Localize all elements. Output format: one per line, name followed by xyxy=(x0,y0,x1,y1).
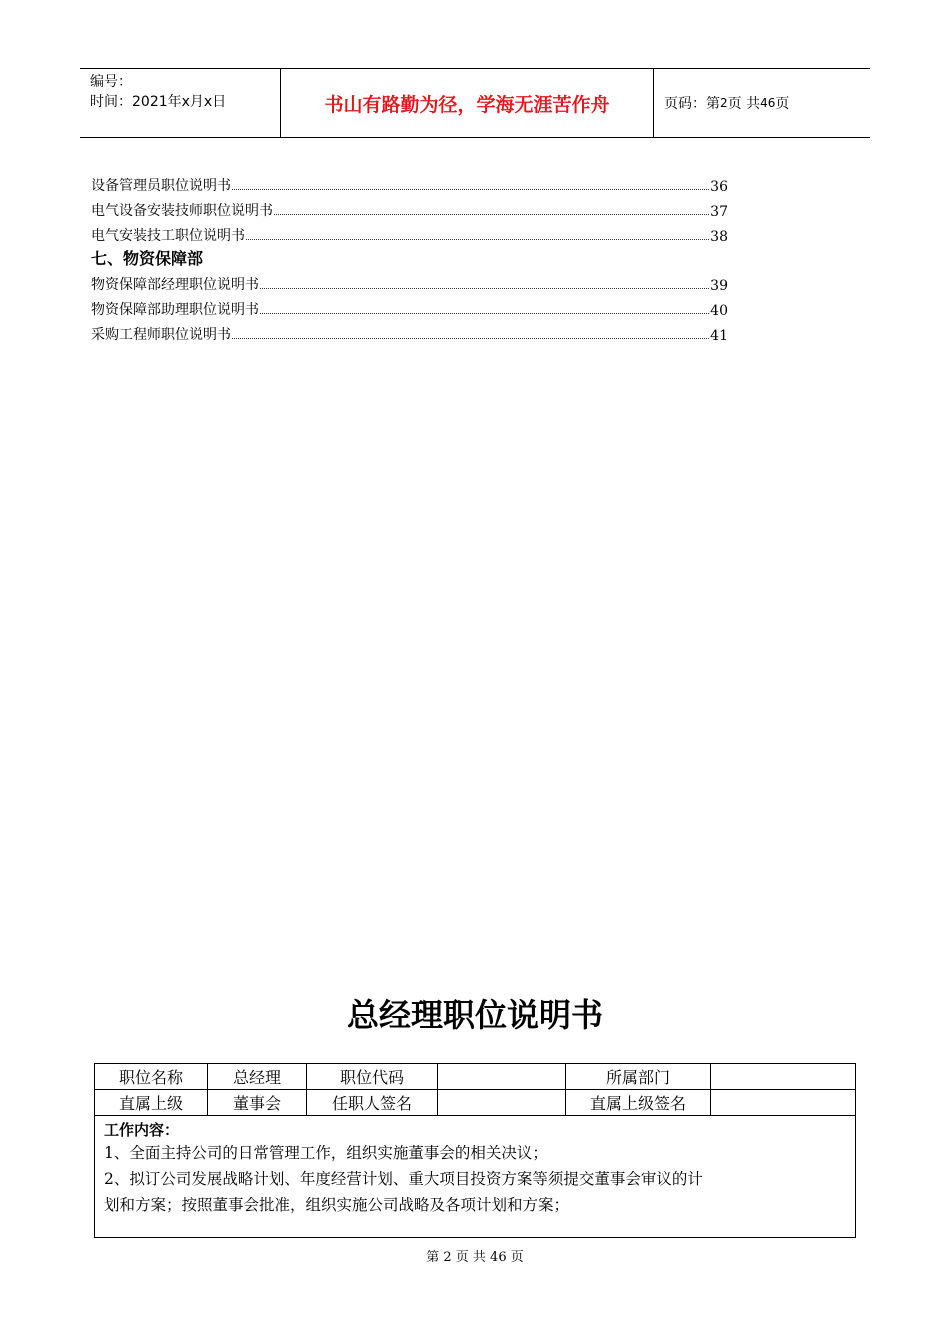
toc-leader xyxy=(260,313,709,314)
supervisor-value: 董事会 xyxy=(208,1090,307,1115)
page-info-suffix: 页 xyxy=(775,96,790,112)
holder-signature-value xyxy=(438,1090,566,1115)
supervisor-label: 直属上级 xyxy=(95,1090,208,1115)
toc-entry-title: 电气设备安装技师职位说明书 xyxy=(91,203,273,219)
work-content-label: 工作内容： xyxy=(104,1121,180,1139)
toc-entry-page: 36 xyxy=(710,179,728,195)
header-meta xyxy=(80,69,281,137)
toc-entry[interactable] xyxy=(91,220,728,245)
toc-leader xyxy=(274,214,709,215)
table-of-contents xyxy=(91,170,728,344)
toc-entry-title: 物资保障部助理职位说明书 xyxy=(91,302,259,318)
toc-entry-page: 39 xyxy=(710,278,728,294)
table-row xyxy=(95,1090,855,1116)
work-content-line: 1、全面主持公司的日常管理工作，组织实施董事会的相关决议； xyxy=(104,1144,548,1162)
table-row xyxy=(95,1064,855,1090)
supervisor-signature-label: 直属上级签名 xyxy=(566,1090,711,1115)
toc-entry[interactable] xyxy=(91,269,728,294)
position-code-label: 职位代码 xyxy=(307,1064,438,1089)
toc-entry-title: 物资保障部经理职位说明书 xyxy=(91,277,259,293)
toc-entry[interactable] xyxy=(91,319,728,344)
holder-signature-label: 任职人签名 xyxy=(307,1090,438,1115)
work-content-line: 2、拟订公司发展战略计划、年度经营计划、重大项目投资方案等须提交董事会审议的计 xyxy=(104,1170,703,1188)
toc-entry-title: 采购工程师职位说明书 xyxy=(91,327,231,343)
department-label: 所属部门 xyxy=(566,1064,711,1089)
toc-leader xyxy=(232,189,709,190)
work-content xyxy=(95,1116,855,1237)
toc-entry[interactable] xyxy=(91,170,728,195)
toc-entry-page: 37 xyxy=(710,204,728,220)
header-time-label: 时间：2021年x月x日 xyxy=(90,94,227,110)
position-name-value: 总经理 xyxy=(208,1064,307,1089)
position-code-value xyxy=(438,1064,566,1089)
document-title: 总经理职位说明书 xyxy=(346,996,603,1034)
position-name-label: 职位名称 xyxy=(95,1064,208,1089)
toc-entry[interactable] xyxy=(91,195,728,220)
header-page-info xyxy=(654,69,870,137)
toc-entry-title: 电气安装技工职位说明书 xyxy=(91,228,245,244)
department-value xyxy=(711,1064,855,1089)
work-content-line: 划和方案；按照董事会批准，组织实施公司战略及各项计划和方案； xyxy=(104,1196,570,1214)
toc-entry-page: 40 xyxy=(710,303,728,319)
header-number-label: 编号： xyxy=(90,74,132,90)
header-motto: 书山有路勤为径，学海无涯苦作舟 xyxy=(281,69,654,137)
toc-leader xyxy=(232,338,709,339)
page-info-mid: 页 共 xyxy=(727,96,761,112)
toc-entry-page: 41 xyxy=(710,328,728,344)
page-info-current: 2 xyxy=(720,96,728,110)
toc-entry[interactable] xyxy=(91,294,728,319)
page-header xyxy=(80,68,870,138)
toc-entry-page: 38 xyxy=(710,229,728,245)
toc-section-heading[interactable]: 七、物资保障部 xyxy=(91,249,204,268)
toc-leader xyxy=(246,239,709,240)
toc-leader xyxy=(260,288,709,289)
page-info-prefix: 页码：第 xyxy=(664,96,720,112)
job-description-table xyxy=(94,1063,856,1238)
page-info-total: 46 xyxy=(760,96,776,110)
page-footer: 第 2 页 共 46 页 xyxy=(426,1250,524,1265)
toc-entry-title: 设备管理员职位说明书 xyxy=(91,178,231,194)
supervisor-signature-value xyxy=(711,1090,855,1115)
